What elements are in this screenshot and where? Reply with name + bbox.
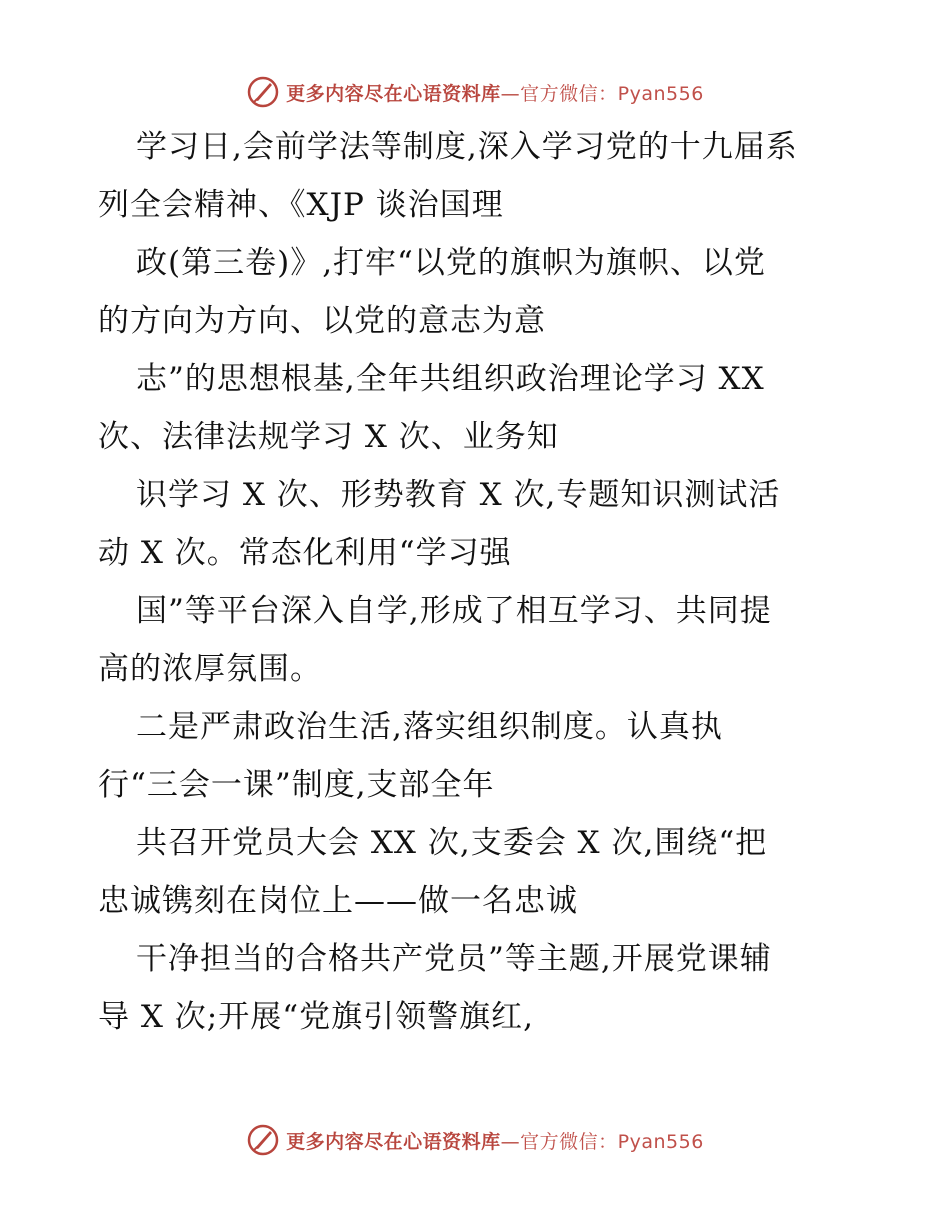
- watermark-text: 更多内容尽在心语资料库—官方微信：Pyan556: [286, 1130, 704, 1153]
- text-line: 次、法律法规学习 X 次、业务知: [98, 419, 559, 455]
- text-line: 干净担当的合格共产党员”等主题,开展党课辅: [136, 941, 772, 977]
- header-watermark: [0, 72, 950, 112]
- footer-watermark: [0, 1120, 950, 1160]
- text-line: 共召开党员大会 XX 次,支委会 X 次,围绕“把: [136, 825, 768, 861]
- quill-logo-icon: [246, 1123, 280, 1157]
- text-line: 列全会精神、《XJP 谈治国理: [98, 187, 504, 223]
- text-line: 志”的思想根基,全年共组织政治理论学习 XX: [136, 361, 765, 397]
- text-line: 行“三会一课”制度,支部全年: [98, 767, 495, 803]
- text-line: 高的浓厚氛围。: [98, 651, 322, 687]
- quill-logo-icon: [246, 75, 280, 109]
- text-line: 国”等平台深入自学,形成了相互学习、共同提: [136, 593, 772, 629]
- text-line: 忠诚镌刻在岗位上——做一名忠诚: [98, 883, 578, 919]
- text-line: 导 X 次;开展“党旗引领警旗红,: [98, 999, 534, 1035]
- text-line: 二是严肃政治生活,落实组织制度。认真执: [136, 709, 723, 745]
- text-line: 学习日,会前学法等制度,深入学习党的十九届系: [136, 129, 798, 165]
- text-line: 识学习 X 次、形势教育 X 次,专题知识测试活: [136, 477, 781, 513]
- document-body: [98, 118, 858, 1046]
- text-line: 的方向为方向、以党的意志为意: [98, 303, 546, 339]
- text-line: 动 X 次。常态化利用“学习强: [98, 535, 512, 571]
- watermark-text: 更多内容尽在心语资料库—官方微信：Pyan556: [286, 82, 704, 105]
- text-line: 政(第三卷)》,打牢“以党的旗帜为旗帜、以党: [136, 245, 766, 281]
